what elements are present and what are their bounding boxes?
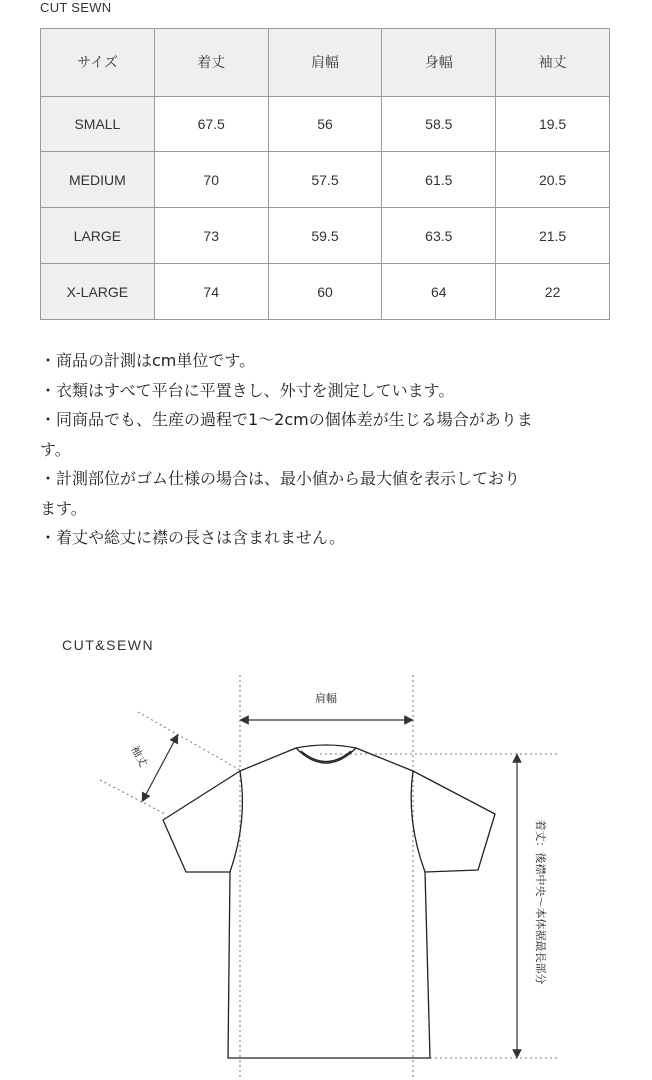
- total-length-label: 着丈：後襟中央〜本体裾最長部分: [534, 819, 547, 985]
- table-cell: 58.5: [382, 96, 496, 152]
- note-line: ます。: [40, 498, 87, 518]
- note-line: す。: [40, 439, 71, 459]
- table-cell: 19.5: [496, 96, 610, 152]
- column-header-shoulder: 肩幅: [268, 29, 382, 97]
- tshirt-measurement-diagram: [0, 620, 652, 1080]
- table-cell: 61.5: [382, 152, 496, 208]
- diagram-title: CUT&SEWN: [62, 637, 155, 653]
- table-cell: 73: [154, 208, 268, 264]
- table-cell: 20.5: [496, 152, 610, 208]
- column-header-chest: 身幅: [382, 29, 496, 97]
- size-cell: LARGE: [41, 208, 155, 264]
- sleeve-guide-bottom: [100, 780, 165, 814]
- size-cell: SMALL: [41, 96, 155, 152]
- table-cell: 63.5: [382, 208, 496, 264]
- table-cell: 21.5: [496, 208, 610, 264]
- table-header-row: [41, 29, 610, 97]
- table-cell: 64: [382, 264, 496, 320]
- table-row: [41, 152, 610, 208]
- table-row: [41, 96, 610, 152]
- size-table: [40, 28, 610, 320]
- table-cell: 70: [154, 152, 268, 208]
- size-cell: MEDIUM: [41, 152, 155, 208]
- size-cell: X-LARGE: [41, 264, 155, 320]
- note-line: ・商品の計測はcm単位です。: [40, 351, 256, 370]
- table-row: [41, 264, 610, 320]
- sleeve-length-arrow: [144, 738, 176, 798]
- note-line: ・衣類はすべて平台に平置きし、外寸を測定しています。: [40, 380, 455, 400]
- note-line: ・着丈や総丈に襟の長さは含まれません。: [40, 528, 345, 547]
- table-cell: 60: [268, 264, 382, 320]
- sleeve-length-label: 袖丈: [128, 743, 150, 770]
- note-line: ・計測部位がゴム仕様の場合は、最小値から最大値を表示しており: [40, 469, 521, 488]
- table-cell: 67.5: [154, 96, 268, 152]
- table-cell: 22: [496, 264, 610, 320]
- sleeve-guide-top: [138, 712, 240, 770]
- table-cell: 56: [268, 96, 382, 152]
- shoulder-width-label: 肩幅: [315, 692, 337, 705]
- measurement-notes: [40, 346, 615, 553]
- column-header-sleeve: 袖丈: [496, 29, 610, 97]
- column-header-size: サイズ: [41, 29, 155, 97]
- column-header-length: 着丈: [154, 29, 268, 97]
- table-cell: 59.5: [268, 208, 382, 264]
- page-title: CUT SEWN: [40, 0, 112, 15]
- table-cell: 74: [154, 264, 268, 320]
- note-line: ・同商品でも、生産の過程で1〜2cmの個体差が生じる場合がありま: [40, 410, 533, 429]
- tshirt-outline: [163, 745, 495, 1058]
- table-cell: 57.5: [268, 152, 382, 208]
- table-row: [41, 208, 610, 264]
